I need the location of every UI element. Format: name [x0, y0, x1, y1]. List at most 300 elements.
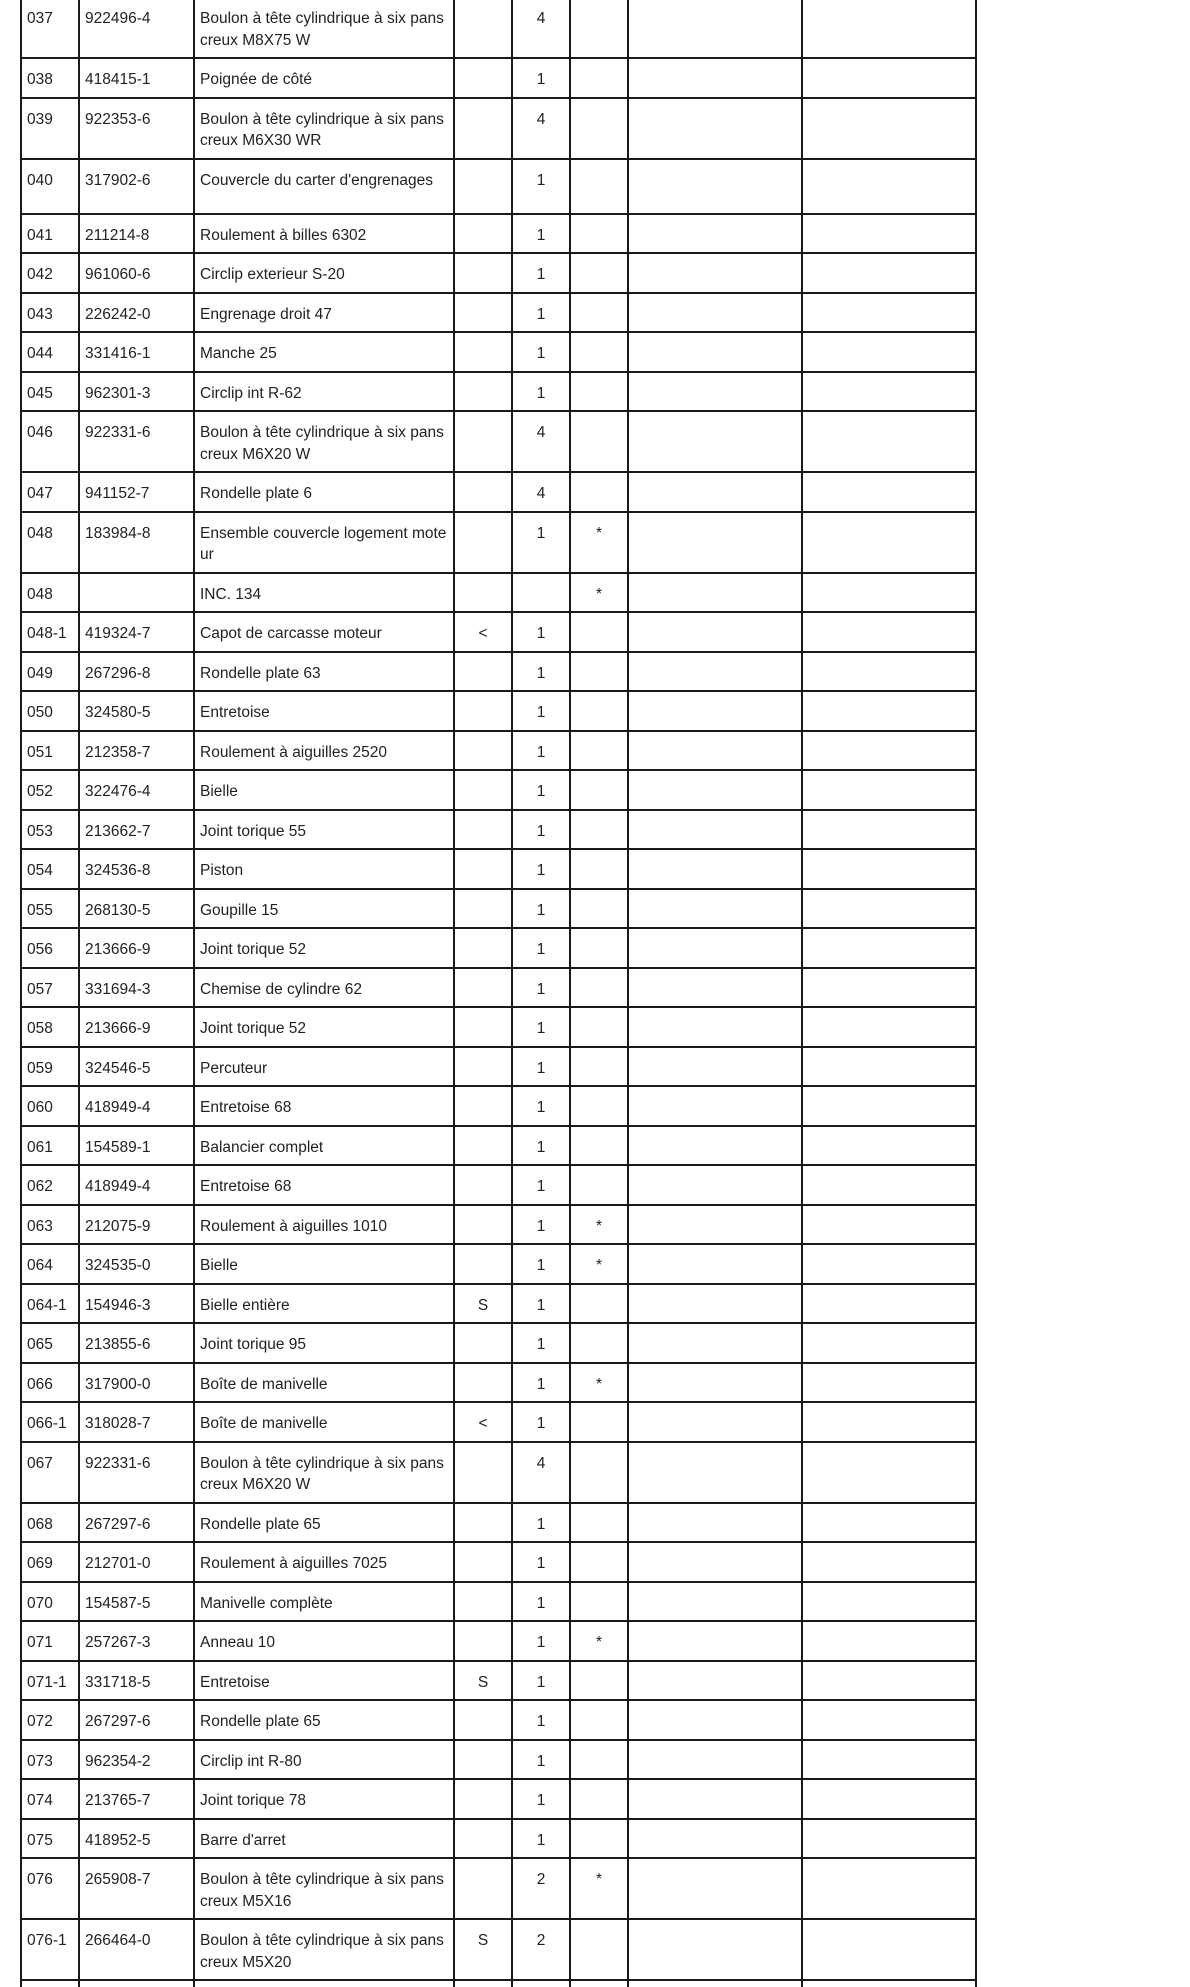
- empty-cell: [802, 372, 976, 412]
- part-number-cell: 074: [21, 1779, 79, 1819]
- table-row: [21, 1047, 976, 1087]
- part-number-cell: 070: [21, 1582, 79, 1622]
- note-mark-cell: [570, 1542, 628, 1582]
- empty-cell: [628, 0, 802, 58]
- quantity-cell: 2: [512, 1858, 570, 1919]
- part-number-cell: 055: [21, 889, 79, 929]
- quantity-cell: 1: [512, 1819, 570, 1859]
- part-number-cell: 039: [21, 98, 79, 159]
- empty-cell: [628, 1919, 802, 1980]
- quantity-cell: 1: [512, 1503, 570, 1543]
- note-mark-cell: [570, 691, 628, 731]
- table-row: [21, 1919, 976, 1980]
- description-cell: Joint torique 78: [194, 1779, 454, 1819]
- quantity-cell: 1: [512, 58, 570, 98]
- note-mark-cell: [570, 372, 628, 412]
- description-cell: Ensemble couvercle logement moteur: [194, 512, 454, 573]
- description-cell: Joint torique 52: [194, 928, 454, 968]
- part-number-cell: 054: [21, 849, 79, 889]
- description-cell: Entretoise: [194, 691, 454, 731]
- empty-cell: [802, 0, 976, 58]
- part-number-cell: 059: [21, 1047, 79, 1087]
- empty-cell: [628, 1442, 802, 1503]
- quantity-cell: 1: [512, 731, 570, 771]
- change-mark-cell: [454, 1700, 512, 1740]
- empty-cell: [512, 1980, 570, 1987]
- description-cell: Roulement à aiguilles 7025: [194, 1542, 454, 1582]
- note-mark-cell: [570, 98, 628, 159]
- change-mark-cell: [454, 1007, 512, 1047]
- table-row: [21, 612, 976, 652]
- table-row: [21, 1819, 976, 1859]
- quantity-cell: 1: [512, 652, 570, 692]
- note-mark-cell: *: [570, 1244, 628, 1284]
- note-mark-cell: [570, 1503, 628, 1543]
- description-cell: Circlip int R-62: [194, 372, 454, 412]
- note-mark-cell: [570, 889, 628, 929]
- empty-cell: [802, 1858, 976, 1919]
- empty-cell: [628, 1819, 802, 1859]
- quantity-cell: 1: [512, 159, 570, 214]
- description-cell: Bielle entière: [194, 1284, 454, 1324]
- reference-cell: 318028-7: [79, 1402, 194, 1442]
- part-number-cell: 060: [21, 1086, 79, 1126]
- description-cell: Balancier complet: [194, 1126, 454, 1166]
- reference-cell: 331694-3: [79, 968, 194, 1008]
- table-row: [21, 98, 976, 159]
- description-cell: Entretoise 68: [194, 1165, 454, 1205]
- part-number-cell: 046: [21, 411, 79, 472]
- empty-cell: [802, 731, 976, 771]
- part-number-cell: 076-1: [21, 1919, 79, 1980]
- part-number-cell: 066-1: [21, 1402, 79, 1442]
- empty-cell: [802, 1244, 976, 1284]
- description-cell: Circlip exterieur S-20: [194, 253, 454, 293]
- part-number-cell: 044: [21, 332, 79, 372]
- change-mark-cell: S: [454, 1661, 512, 1701]
- quantity-cell: 1: [512, 1542, 570, 1582]
- reference-cell: 331718-5: [79, 1661, 194, 1701]
- change-mark-cell: [454, 1205, 512, 1245]
- quantity-cell: 1: [512, 1323, 570, 1363]
- empty-cell: [454, 1980, 512, 1987]
- quantity-cell: 4: [512, 411, 570, 472]
- empty-cell: [628, 1503, 802, 1543]
- table-row: [21, 253, 976, 293]
- empty-cell: [628, 98, 802, 159]
- empty-cell: [628, 968, 802, 1008]
- quantity-cell: 4: [512, 1442, 570, 1503]
- table-row: [21, 411, 976, 472]
- change-mark-cell: [454, 1442, 512, 1503]
- note-mark-cell: [570, 472, 628, 512]
- empty-cell: [802, 691, 976, 731]
- note-mark-cell: [570, 159, 628, 214]
- empty-cell: [21, 1980, 79, 1987]
- empty-cell: [802, 411, 976, 472]
- empty-cell: [802, 1503, 976, 1543]
- part-number-cell: 052: [21, 770, 79, 810]
- table-row: [21, 691, 976, 731]
- table-row: [21, 1126, 976, 1166]
- part-number-cell: 045: [21, 372, 79, 412]
- empty-cell: [802, 1086, 976, 1126]
- empty-cell: [628, 1165, 802, 1205]
- reference-cell: 265908-7: [79, 1858, 194, 1919]
- change-mark-cell: [454, 472, 512, 512]
- note-mark-cell: [570, 0, 628, 58]
- empty-cell: [628, 214, 802, 254]
- table-row: [21, 849, 976, 889]
- table-row: [21, 372, 976, 412]
- change-mark-cell: [454, 1086, 512, 1126]
- part-number-cell: 056: [21, 928, 79, 968]
- empty-cell: [802, 968, 976, 1008]
- note-mark-cell: [570, 810, 628, 850]
- description-cell: Joint torique 95: [194, 1323, 454, 1363]
- table-row: [21, 573, 976, 613]
- description-cell: Manivelle complète: [194, 1582, 454, 1622]
- quantity-cell: 1: [512, 849, 570, 889]
- note-mark-cell: *: [570, 1363, 628, 1403]
- table-row: [21, 928, 976, 968]
- reference-cell: 213666-9: [79, 1007, 194, 1047]
- empty-cell: [628, 1402, 802, 1442]
- change-mark-cell: [454, 1582, 512, 1622]
- note-mark-cell: [570, 1126, 628, 1166]
- empty-cell: [802, 1284, 976, 1324]
- empty-cell: [628, 1047, 802, 1087]
- reference-cell: 324536-8: [79, 849, 194, 889]
- reference-cell: 322476-4: [79, 770, 194, 810]
- table-row: [21, 0, 976, 58]
- reference-cell: 154589-1: [79, 1126, 194, 1166]
- empty-cell: [628, 1323, 802, 1363]
- reference-cell: 324535-0: [79, 1244, 194, 1284]
- note-mark-cell: [570, 1442, 628, 1503]
- table-row: [21, 1165, 976, 1205]
- note-mark-cell: [570, 1284, 628, 1324]
- empty-cell: [802, 214, 976, 254]
- part-number-cell: 067: [21, 1442, 79, 1503]
- change-mark-cell: [454, 512, 512, 573]
- empty-cell: [628, 1542, 802, 1582]
- table-row: [21, 1086, 976, 1126]
- change-mark-cell: [454, 332, 512, 372]
- note-mark-cell: [570, 1740, 628, 1780]
- table-row: [21, 58, 976, 98]
- empty-cell: [628, 253, 802, 293]
- table-row: [21, 968, 976, 1008]
- change-mark-cell: [454, 98, 512, 159]
- change-mark-cell: [454, 1740, 512, 1780]
- table-row: [21, 1740, 976, 1780]
- empty-cell: [194, 1980, 454, 1987]
- quantity-cell: 1: [512, 372, 570, 412]
- empty-cell: [802, 1205, 976, 1245]
- empty-cell: [802, 1007, 976, 1047]
- description-cell: Rondelle plate 63: [194, 652, 454, 692]
- description-cell: Goupille 15: [194, 889, 454, 929]
- quantity-cell: 1: [512, 214, 570, 254]
- reference-cell: 211214-8: [79, 214, 194, 254]
- empty-cell: [802, 293, 976, 333]
- description-cell: Bielle: [194, 770, 454, 810]
- empty-cell: [628, 612, 802, 652]
- quantity-cell: 2: [512, 1919, 570, 1980]
- description-cell: Rondelle plate 65: [194, 1503, 454, 1543]
- part-number-cell: 050: [21, 691, 79, 731]
- empty-cell: [628, 1007, 802, 1047]
- change-mark-cell: [454, 293, 512, 333]
- quantity-cell: 1: [512, 1007, 570, 1047]
- empty-cell: [802, 1363, 976, 1403]
- reference-cell: [79, 573, 194, 613]
- change-mark-cell: [454, 1363, 512, 1403]
- empty-cell: [802, 1165, 976, 1205]
- part-number-cell: 064: [21, 1244, 79, 1284]
- description-cell: Boulon à tête cylindrique à six pans creux M5X16: [194, 1858, 454, 1919]
- table-row: [21, 1779, 976, 1819]
- change-mark-cell: [454, 0, 512, 58]
- quantity-cell: [512, 573, 570, 613]
- note-mark-cell: [570, 612, 628, 652]
- part-number-cell: 076: [21, 1858, 79, 1919]
- table-row: [21, 214, 976, 254]
- part-number-cell: 038: [21, 58, 79, 98]
- part-number-cell: 049: [21, 652, 79, 692]
- change-mark-cell: [454, 1165, 512, 1205]
- reference-cell: 266464-0: [79, 1919, 194, 1980]
- empty-cell: [628, 293, 802, 333]
- quantity-cell: 1: [512, 691, 570, 731]
- part-number-cell: 048-1: [21, 612, 79, 652]
- empty-cell: [628, 1284, 802, 1324]
- note-mark-cell: [570, 1819, 628, 1859]
- description-cell: Boulon à tête cylindrique à six pans creux M6X20 W: [194, 1442, 454, 1503]
- part-number-cell: 048: [21, 573, 79, 613]
- quantity-cell: 1: [512, 928, 570, 968]
- empty-cell: [802, 1740, 976, 1780]
- quantity-cell: 4: [512, 0, 570, 58]
- empty-cell: [802, 332, 976, 372]
- empty-cell: [628, 1086, 802, 1126]
- reference-cell: 213662-7: [79, 810, 194, 850]
- note-mark-cell: *: [570, 1621, 628, 1661]
- table-row: [21, 1284, 976, 1324]
- reference-cell: 962301-3: [79, 372, 194, 412]
- empty-cell: [802, 1047, 976, 1087]
- empty-cell: [628, 1205, 802, 1245]
- empty-cell: [628, 1980, 802, 1987]
- empty-cell: [628, 652, 802, 692]
- description-cell: Roulement à aiguilles 1010: [194, 1205, 454, 1245]
- table-row: [21, 652, 976, 692]
- change-mark-cell: [454, 1244, 512, 1284]
- empty-cell: [628, 731, 802, 771]
- quantity-cell: 1: [512, 253, 570, 293]
- quantity-cell: 1: [512, 1661, 570, 1701]
- reference-cell: 962354-2: [79, 1740, 194, 1780]
- empty-cell: [628, 1740, 802, 1780]
- part-number-cell: 065: [21, 1323, 79, 1363]
- table-row: [21, 1503, 976, 1543]
- change-mark-cell: S: [454, 1919, 512, 1980]
- empty-cell: [802, 928, 976, 968]
- note-mark-cell: [570, 731, 628, 771]
- reference-cell: 183984-8: [79, 512, 194, 573]
- change-mark-cell: [454, 372, 512, 412]
- empty-cell: [628, 372, 802, 412]
- change-mark-cell: [454, 58, 512, 98]
- table-row: [21, 1205, 976, 1245]
- description-cell: Poignée de côté: [194, 58, 454, 98]
- empty-cell: [628, 411, 802, 472]
- change-mark-cell: [454, 968, 512, 1008]
- empty-cell: [802, 810, 976, 850]
- change-mark-cell: [454, 731, 512, 771]
- part-number-cell: 075: [21, 1819, 79, 1859]
- description-cell: Chemise de cylindre 62: [194, 968, 454, 1008]
- reference-cell: 212701-0: [79, 1542, 194, 1582]
- reference-cell: 418949-4: [79, 1165, 194, 1205]
- note-mark-cell: [570, 214, 628, 254]
- change-mark-cell: [454, 1858, 512, 1919]
- description-cell: Roulement à aiguilles 2520: [194, 731, 454, 771]
- table-row: [21, 1402, 976, 1442]
- empty-cell: [628, 573, 802, 613]
- note-mark-cell: [570, 1779, 628, 1819]
- empty-cell: [628, 1700, 802, 1740]
- change-mark-cell: [454, 1819, 512, 1859]
- reference-cell: 267297-6: [79, 1700, 194, 1740]
- quantity-cell: 1: [512, 1779, 570, 1819]
- note-mark-cell: [570, 1086, 628, 1126]
- quantity-cell: 1: [512, 1126, 570, 1166]
- empty-cell: [628, 1363, 802, 1403]
- table-row: [21, 1007, 976, 1047]
- empty-cell: [802, 889, 976, 929]
- empty-cell: [79, 1980, 194, 1987]
- description-cell: Boulon à tête cylindrique à six pans creux M8X75 W: [194, 0, 454, 58]
- empty-cell: [628, 1858, 802, 1919]
- change-mark-cell: <: [454, 1402, 512, 1442]
- reference-cell: 418949-4: [79, 1086, 194, 1126]
- reference-cell: 941152-7: [79, 472, 194, 512]
- note-mark-cell: [570, 411, 628, 472]
- change-mark-cell: [454, 928, 512, 968]
- part-number-cell: 051: [21, 731, 79, 771]
- description-cell: Manche 25: [194, 332, 454, 372]
- reference-cell: 418415-1: [79, 58, 194, 98]
- description-cell: Rondelle plate 65: [194, 1700, 454, 1740]
- empty-cell: [802, 1402, 976, 1442]
- part-number-cell: 069: [21, 1542, 79, 1582]
- note-mark-cell: [570, 58, 628, 98]
- table-row-continuation: [21, 1980, 976, 1987]
- empty-cell: [802, 573, 976, 613]
- empty-cell: [628, 770, 802, 810]
- note-mark-cell: [570, 1402, 628, 1442]
- change-mark-cell: [454, 1503, 512, 1543]
- reference-cell: 419324-7: [79, 612, 194, 652]
- empty-cell: [802, 1621, 976, 1661]
- quantity-cell: 1: [512, 810, 570, 850]
- description-cell: Percuteur: [194, 1047, 454, 1087]
- quantity-cell: 1: [512, 1621, 570, 1661]
- part-number-cell: 058: [21, 1007, 79, 1047]
- reference-cell: 324580-5: [79, 691, 194, 731]
- change-mark-cell: [454, 1126, 512, 1166]
- empty-cell: [628, 691, 802, 731]
- reference-cell: 267297-6: [79, 1503, 194, 1543]
- change-mark-cell: [454, 889, 512, 929]
- empty-cell: [628, 810, 802, 850]
- note-mark-cell: [570, 332, 628, 372]
- description-cell: Joint torique 52: [194, 1007, 454, 1047]
- reference-cell: 922331-6: [79, 411, 194, 472]
- note-mark-cell: *: [570, 573, 628, 613]
- empty-cell: [802, 98, 976, 159]
- empty-cell: [802, 1980, 976, 1987]
- reference-cell: 213855-6: [79, 1323, 194, 1363]
- part-number-cell: 064-1: [21, 1284, 79, 1324]
- quantity-cell: 1: [512, 1165, 570, 1205]
- empty-cell: [802, 1819, 976, 1859]
- note-mark-cell: [570, 1582, 628, 1622]
- table-row: [21, 1323, 976, 1363]
- description-cell: Piston: [194, 849, 454, 889]
- description-cell: Rondelle plate 6: [194, 472, 454, 512]
- reference-cell: 418952-5: [79, 1819, 194, 1859]
- table-row: [21, 770, 976, 810]
- description-cell: Roulement à billes 6302: [194, 214, 454, 254]
- note-mark-cell: *: [570, 512, 628, 573]
- reference-cell: 922496-4: [79, 0, 194, 58]
- description-cell: Boulon à tête cylindrique à six pans creux M6X30 WR: [194, 98, 454, 159]
- quantity-cell: 1: [512, 1244, 570, 1284]
- note-mark-cell: [570, 849, 628, 889]
- quantity-cell: 1: [512, 1402, 570, 1442]
- change-mark-cell: [454, 1621, 512, 1661]
- note-mark-cell: [570, 1007, 628, 1047]
- change-mark-cell: [454, 411, 512, 472]
- table-row: [21, 731, 976, 771]
- note-mark-cell: [570, 293, 628, 333]
- empty-cell: [802, 1582, 976, 1622]
- reference-cell: 267296-8: [79, 652, 194, 692]
- part-number-cell: 040: [21, 159, 79, 214]
- description-cell: Couvercle du carter d'engrenages: [194, 159, 454, 214]
- change-mark-cell: [454, 214, 512, 254]
- parts-list-table: [20, 0, 977, 1987]
- note-mark-cell: [570, 1700, 628, 1740]
- note-mark-cell: [570, 1323, 628, 1363]
- empty-cell: [628, 849, 802, 889]
- empty-cell: [802, 652, 976, 692]
- empty-cell: [802, 1323, 976, 1363]
- table-row: [21, 1363, 976, 1403]
- note-mark-cell: [570, 1919, 628, 1980]
- note-mark-cell: *: [570, 1205, 628, 1245]
- empty-cell: [802, 1442, 976, 1503]
- empty-cell: [802, 159, 976, 214]
- change-mark-cell: [454, 1779, 512, 1819]
- part-number-cell: 071-1: [21, 1661, 79, 1701]
- table-row: [21, 889, 976, 929]
- empty-cell: [628, 1621, 802, 1661]
- note-mark-cell: [570, 1047, 628, 1087]
